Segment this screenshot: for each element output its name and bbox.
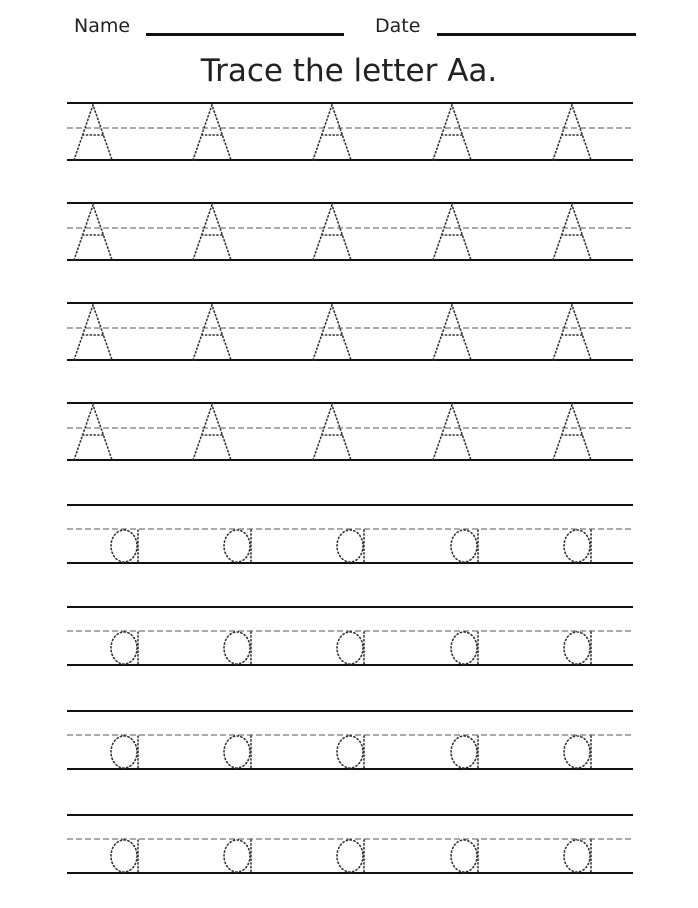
trace-letter-A <box>313 405 351 460</box>
trace-letter-a <box>337 632 363 664</box>
uppercase-row <box>67 203 633 260</box>
trace-letter-A <box>193 205 231 260</box>
trace-letter-a <box>564 736 590 768</box>
trace-letter-A <box>193 405 231 460</box>
trace-letter-a <box>564 530 590 562</box>
trace-letter-A <box>74 405 112 460</box>
trace-letter-a <box>337 736 363 768</box>
trace-letter-A <box>74 105 112 160</box>
trace-letter-a <box>564 632 590 664</box>
trace-letter-A <box>433 305 471 360</box>
trace-letter-a <box>451 632 477 664</box>
practice-rows <box>67 103 633 873</box>
uppercase-row <box>67 103 633 160</box>
uppercase-row <box>67 303 633 360</box>
trace-letter-A <box>74 305 112 360</box>
trace-letter-A <box>433 105 471 160</box>
trace-letter-A <box>313 105 351 160</box>
trace-letter-a <box>451 736 477 768</box>
trace-letter-a <box>111 530 137 562</box>
trace-letter-a <box>564 840 590 872</box>
lowercase-row <box>67 607 633 665</box>
trace-letter-a <box>111 632 137 664</box>
lowercase-row <box>67 711 633 769</box>
uppercase-row <box>67 403 633 460</box>
trace-letter-A <box>193 305 231 360</box>
page-title: Trace the letter Aa. <box>200 53 498 89</box>
trace-letter-A <box>553 305 591 360</box>
trace-letter-A <box>313 205 351 260</box>
name-label: Name <box>74 15 131 37</box>
trace-letter-A <box>193 105 231 160</box>
trace-letter-A <box>553 105 591 160</box>
trace-letter-a <box>337 840 363 872</box>
trace-letter-a <box>451 530 477 562</box>
trace-letter-a <box>224 632 250 664</box>
trace-letter-a <box>224 736 250 768</box>
trace-letter-a <box>337 530 363 562</box>
trace-letter-A <box>553 205 591 260</box>
lowercase-row <box>67 815 633 873</box>
date-label: Date <box>375 15 421 37</box>
trace-letter-a <box>224 530 250 562</box>
trace-letter-a <box>111 736 137 768</box>
trace-letter-A <box>433 405 471 460</box>
trace-letter-a <box>111 840 137 872</box>
trace-letter-a <box>451 840 477 872</box>
trace-letter-A <box>433 205 471 260</box>
trace-letter-A <box>74 205 112 260</box>
trace-letter-a <box>224 840 250 872</box>
trace-letter-A <box>553 405 591 460</box>
trace-letter-A <box>313 305 351 360</box>
lowercase-row <box>67 505 633 563</box>
